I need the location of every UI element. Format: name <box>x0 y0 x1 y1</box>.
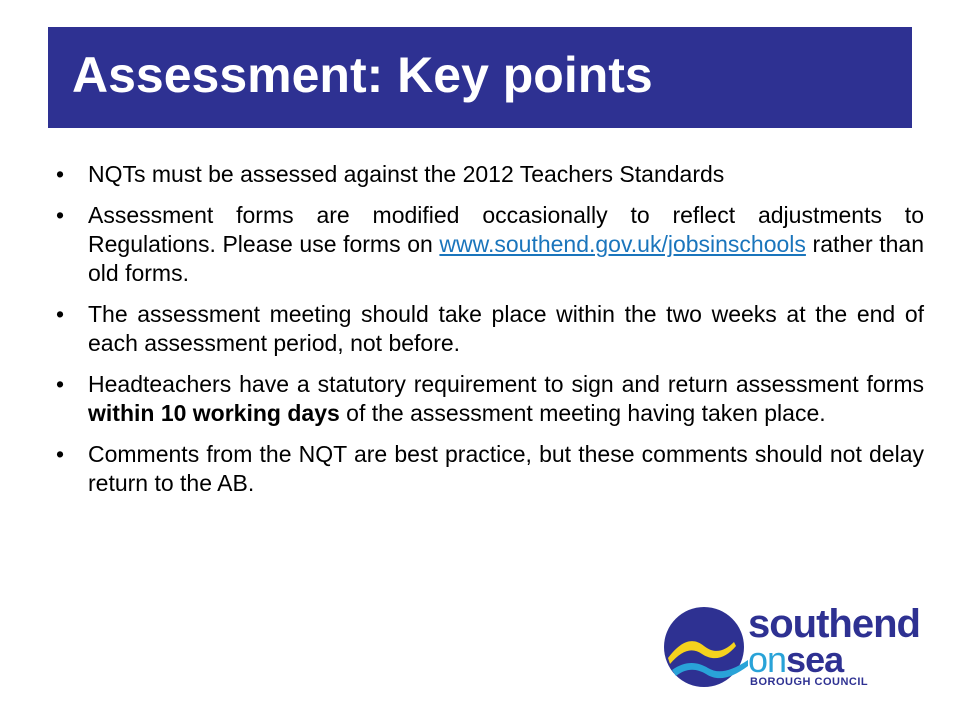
bullet-text: Comments from the NQT are best practice, but these comments should not delay return to the AB. <box>88 441 924 496</box>
logo-text-on: on <box>748 639 787 680</box>
bullet-text: rather than old forms. <box>88 231 924 286</box>
bullet-text: NQTs must be assessed against the 2012 Teachers Standards <box>88 161 725 187</box>
bullet-list <box>52 160 924 510</box>
logo-emblem-icon <box>662 602 750 692</box>
bullet-item-comments <box>52 440 924 498</box>
forms-link[interactable]: www.southend.gov.uk/jobsinschools <box>439 231 806 257</box>
logo-text-sea: sea <box>786 639 844 680</box>
bullet-text: of the assessment meeting having taken place. <box>339 400 826 426</box>
slide-title: Assessment: Key points <box>72 47 653 103</box>
logo-text-southend: southend <box>748 602 920 646</box>
southend-logo <box>662 602 934 692</box>
bullet-text: Assessment forms are modified occasionally to reflect adjustments to Regulations. Please use forms on <box>88 202 924 257</box>
logo-subtitle: BOROUGH COUNCIL <box>750 676 869 688</box>
bullet-bold-text: within 10 working days <box>88 400 340 426</box>
logo-text-onsea <box>748 640 843 680</box>
bullet-item-meeting <box>52 300 924 358</box>
bullet-text: The assessment meeting should take place within the two weeks at the end of each assessment period, not before. <box>88 301 924 356</box>
bullet-item-headteachers <box>52 370 924 428</box>
bullet-text: Headteachers have a statutory requirement to sign and return assessment forms <box>88 371 924 397</box>
bullet-item-forms <box>52 201 924 288</box>
bullet-item-standards <box>52 160 924 189</box>
title-bar <box>48 27 912 128</box>
